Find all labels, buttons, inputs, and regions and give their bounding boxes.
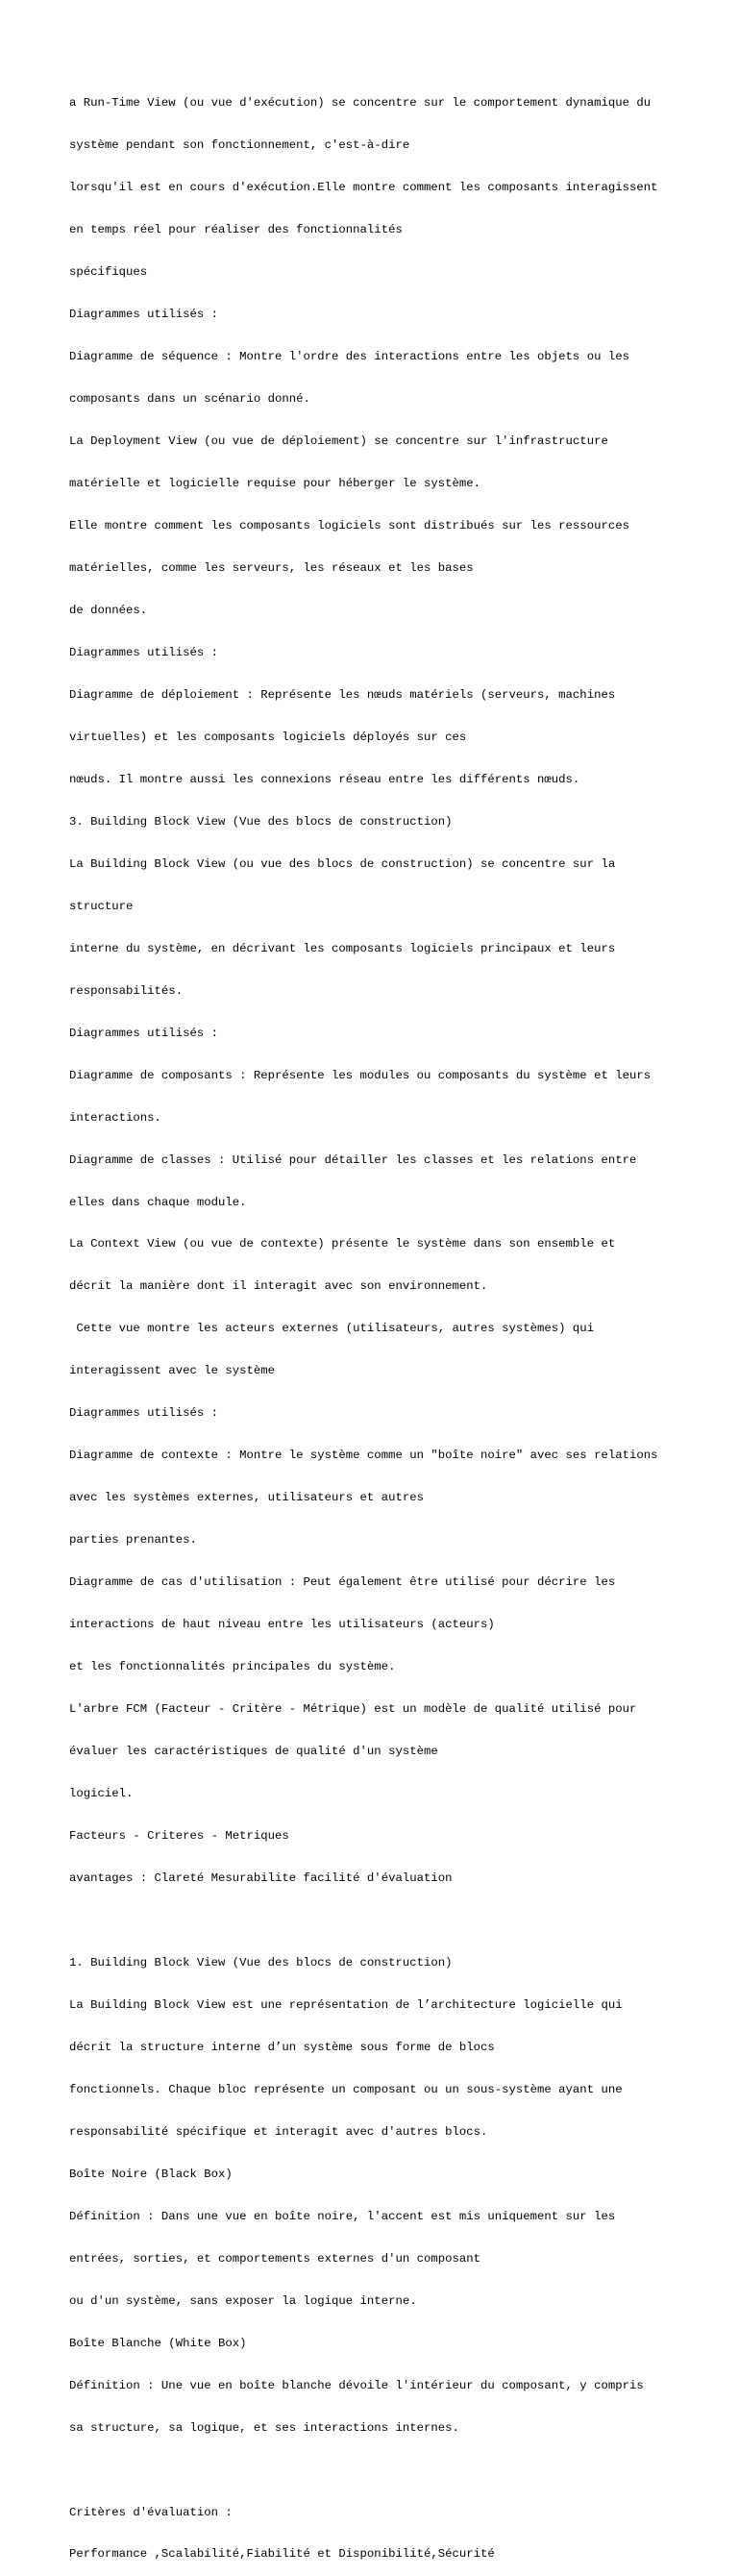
text-line: lorsqu'il est en cours d'exécution.Elle montre comment les composants interagissent [69,181,658,195]
text-line: Diagrammes utilisés : [69,645,218,659]
text-line: en temps réel pour réaliser des fonctionnalités [69,223,403,237]
text-line: logiciel. [69,1787,134,1801]
text-line: évaluer les caractéristiques de qualité d'un système [69,1745,438,1759]
section-heading: 1. Building Block View (Vue des blocs de construction) [69,1955,453,1969]
text-line: La Deployment View (ou vue de déploiement) se concentre sur l'infrastructure [69,434,608,449]
text-line: entrées, sorties, et comportements externes d'un composant [69,2251,481,2266]
text-line: avec les systèmes externes, utilisateurs et autres [69,1491,424,1505]
text-line: spécifiques [69,265,148,280]
text-line: Diagrammes utilisés : [69,308,218,322]
text-line: Cette vue montre les acteurs externes (utilisateurs, autres systèmes) qui [69,1322,595,1336]
text-line: système pendant son fonctionnement, c'est-à-dire [69,138,410,153]
text-line: de données. [69,603,148,617]
text-line: interactions de haut niveau entre les utilisateurs (acteurs) [69,1618,495,1632]
text-line: interactions. [69,1110,161,1125]
text-line: et les fonctionnalités principales du système. [69,1660,396,1674]
text-line: décrit la structure interne d’un système sous forme de blocs [69,2040,495,2054]
blank-line [69,1914,684,1928]
text-line: La Building Block View (ou vue des blocs de construction) se concentre sur la [69,856,616,871]
text-line: matérielle et logicielle requise pour héberger le système. [69,477,481,491]
text-line: responsabilités. [69,983,184,998]
text-line: ou d'un système, sans exposer la logique interne. [69,2293,417,2308]
text-line: Diagramme de cas d'utilisation : Peut également être utilisé pour décrire les [69,1575,616,1590]
text-line: nœuds. Il montre aussi les connexions réseau entre les différents nœuds. [69,772,580,786]
text-line: Diagrammes utilisés : [69,1406,218,1421]
text-line: Diagramme de contexte : Montre le système comme un "boîte noire" avec ses relations [69,1449,658,1463]
text-line: Définition : Dans une vue en boîte noire, l'accent est mis uniquement sur les [69,2209,616,2223]
text-line: Diagramme de déploiement : Représente les nœuds matériels (serveurs, machines [69,687,616,702]
section-heading: 3. Building Block View (Vue des blocs de construction) [69,814,453,829]
text-line: avantages : Clareté Mesurabilite facilité d'évaluation [69,1871,453,1885]
text-line: Diagramme de séquence : Montre l'ordre des interactions entre les objets ou les [69,350,629,364]
text-line: fonctionnels. Chaque bloc représente un composant ou un sous-système ayant une [69,2082,623,2096]
document-body [69,68,684,2576]
text-line: structure [69,899,134,913]
text-line: parties prenantes. [69,1533,197,1548]
text-line: Définition : Une vue en boîte blanche dévoile l'intérieur du composant, y compris [69,2378,644,2392]
text-line: interne du système, en décrivant les composants logiciels principaux et leurs [69,941,616,955]
text-line: Elle montre comment les composants logiciels sont distribués sur les ressources [69,519,629,533]
blank-line [69,2464,684,2478]
text-line: Critères d'évaluation : [69,2505,233,2519]
text-line: Diagrammes utilisés : [69,1026,218,1040]
text-line: Performance ,Scalabilité,Fiabilité et Disponibilité,Sécurité [69,2547,495,2562]
text-line: Boîte Noire (Black Box) [69,2167,233,2181]
text-line: La Context View (ou vue de contexte) présente le système dans son ensemble et [69,1237,616,1251]
text-line: Facteurs - Criteres - Metriques [69,1829,289,1844]
text-line: elles dans chaque module. [69,1195,247,1209]
text-line: Diagramme de classes : Utilisé pour détailler les classes et les relations entre [69,1152,637,1167]
text-line: La Building Block View est une représentation de l’architecture logicielle qui [69,1997,623,2012]
text-line: L'arbre FCM (Facteur - Critère - Métrique) est un modèle de qualité utilisé pour [69,1702,637,1717]
text-line: virtuelles) et les composants logiciels déployés sur ces [69,730,467,744]
text-line: interagissent avec le système [69,1364,276,1378]
text-line: matérielles, comme les serveurs, les réseaux et les bases [69,560,474,575]
text-line: sa structure, sa logique, et ses interactions internes. [69,2420,459,2435]
text-line: décrit la manière dont il interagit avec son environnement. [69,1279,488,1294]
text-line: responsabilité spécifique et interagit avec d'autres blocs. [69,2124,488,2139]
text-line: composants dans un scénario donné. [69,392,310,407]
text-line: Boîte Blanche (White Box) [69,2336,247,2350]
text-line: a Run-Time View (ou vue d'exécution) se concentre sur le comportement dynamique du [69,96,652,111]
text-line: Diagramme de composants : Représente les modules ou composants du système et leurs [69,1068,652,1082]
